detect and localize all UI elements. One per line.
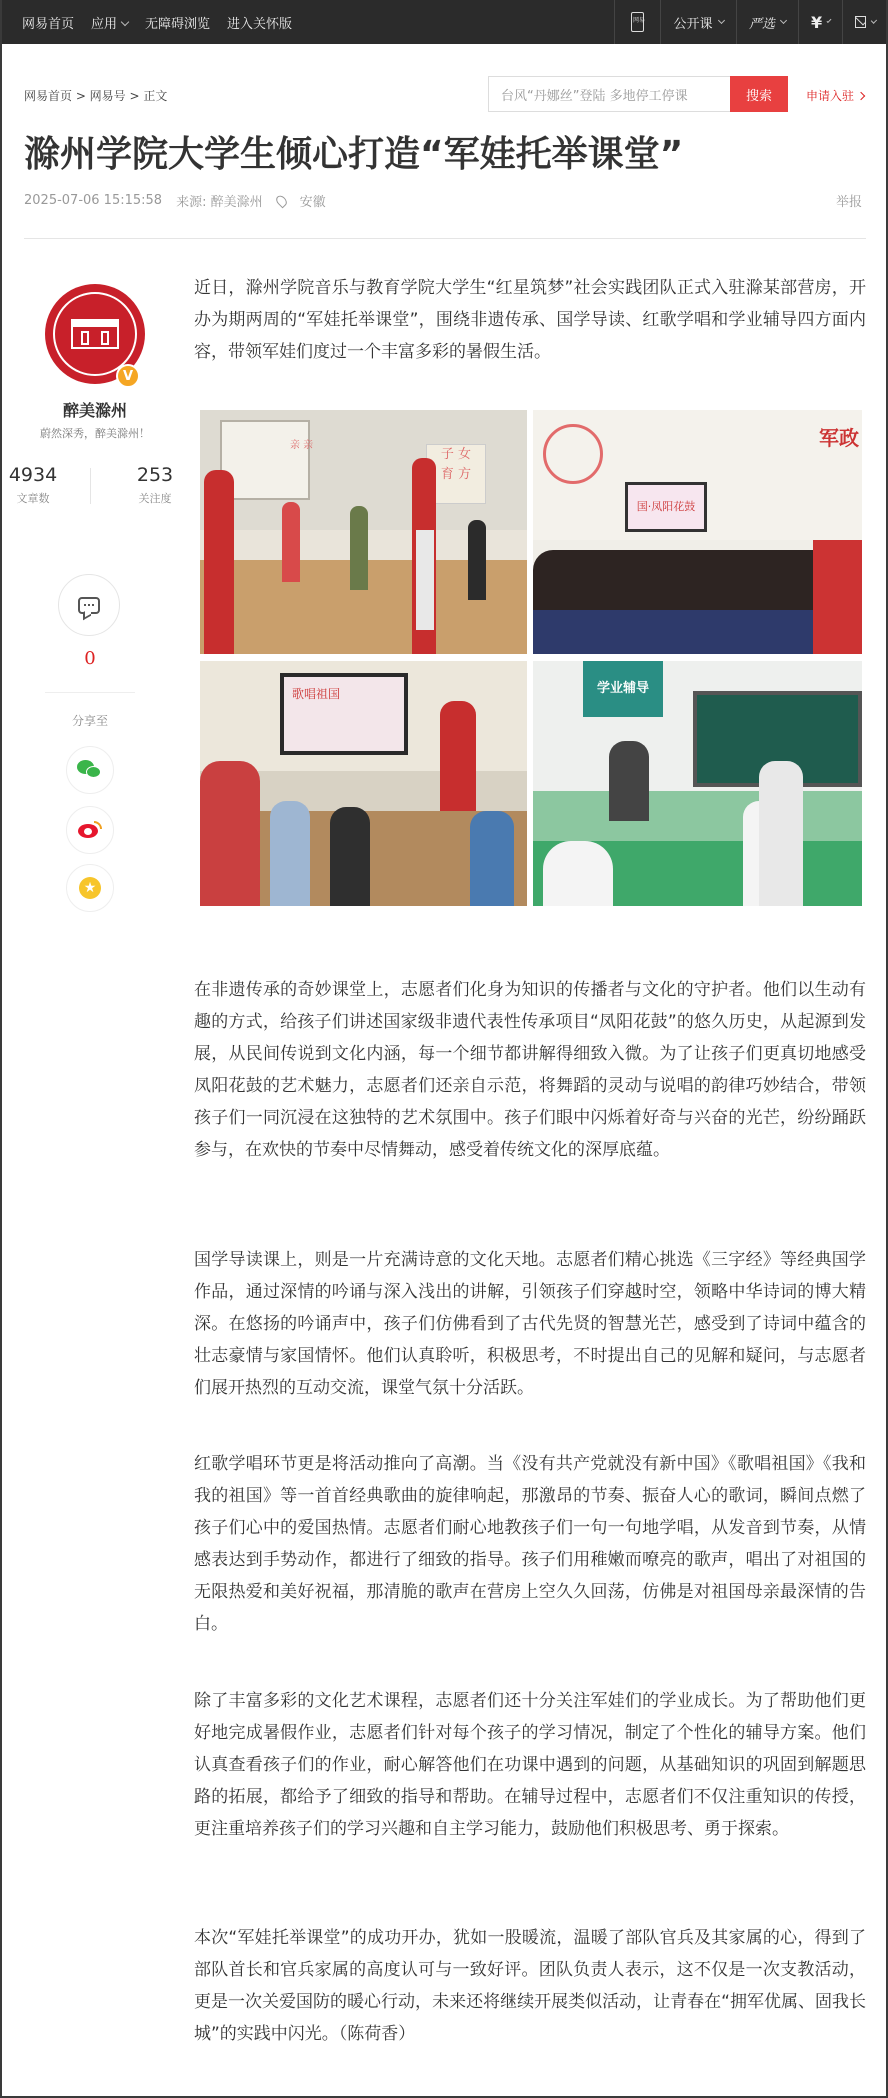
apply-join-label: 申请入驻 xyxy=(806,89,855,103)
classroom-screen-text: 歌唱祖国 xyxy=(280,673,408,755)
top-right-links xyxy=(614,0,888,44)
chevron-right-icon xyxy=(857,92,865,100)
pay-dropdown[interactable] xyxy=(798,0,842,44)
author-name[interactable]: 醉美滁州 xyxy=(62,401,127,420)
share-label: 分享至 xyxy=(71,714,108,728)
app-label: 网易 xyxy=(633,17,646,24)
link-netease-home[interactable]: 网易首页 xyxy=(22,16,75,32)
wechat-icon xyxy=(77,760,103,780)
share-weibo-button[interactable] xyxy=(66,806,114,854)
app-download-button[interactable] xyxy=(614,0,660,44)
photo-dance-class[interactable] xyxy=(200,410,527,654)
stat-articles xyxy=(0,464,68,506)
articles-count: 4934 xyxy=(8,464,58,486)
verified-badge-icon: V xyxy=(116,364,140,388)
yanxuan-label: 严选 xyxy=(749,16,776,32)
comment-icon xyxy=(78,597,100,614)
followers-count: 253 xyxy=(136,464,174,486)
photo-collage xyxy=(200,410,862,906)
article-location xyxy=(277,191,340,210)
share-wechat-button[interactable] xyxy=(66,746,114,794)
article-paragraph: 除了丰富多彩的文化艺术课程，志愿者们还十分关注军娃们的学业成长。为了帮助他们更好地完成暑假作业，志愿者们针对每个孩子的学习情况，制定了个性化的辅导方案。他们认真查看孩子们的作业，耐心解答他们在功课中遇到的问题，从基础知识的巩固到解题思路的拓展，都给予了细致的指导和帮助。在辅导过程中，志愿者们不仅注重知识的传授，更注重培养孩子们的学习兴趣和自主学习能力，鼓励他们积极思考、勇于探索。 xyxy=(194,1691,866,1839)
phone-icon xyxy=(631,12,644,32)
chevron-down-icon xyxy=(827,18,832,23)
article-source[interactable]: 来源: 醉美滁州 xyxy=(176,195,263,210)
stat-divider xyxy=(90,468,91,504)
article-paragraph: 本次“军娃托举课堂”的成功开办，犹如一股暖流，温暖了部队官兵及其家属的心，得到了部队首长和官兵家属的高度认可与一致好评。团队负责人表示，这不仅是一次支教活动，更是一次关爱国防的暖心行动，未来还将继续开展类似活动，让青春在“拥军优属、固我长城”的实践中闪光。（陈荷香） xyxy=(194,1928,866,2044)
article-paragraph: 在非遗传承的奇妙课堂上，志愿者们化身为知识的传播者与文化的守护者。他们以生动有趣的方式，给孩子们讲述国家级非遗代表性传承项目“凤阳花鼓”的悠久历史，从起源到发展，从民间传说到文化内涵，每一个细节都讲解得细致入微。为了让孩子们更真切地感受凤阳花鼓的艺术魅力，志愿者们还亲自示范，将舞蹈的灵动与说唱的韵律巧妙结合，带领孩子们一同沉浸在这独特的艺术氛围中。孩子们眼中闪烁着好奇与兴奋的光芒，纷纷踊跃参与，在欢快的节奏中尽情舞动，感受着传统文化的深厚底蕴。 xyxy=(194,980,866,1160)
search-box xyxy=(488,76,788,112)
star-icon: ★ xyxy=(79,877,101,899)
author-motto: 蔚然深秀，醉美滁州！ xyxy=(40,427,150,440)
board-text: 学业辅导 xyxy=(583,661,663,717)
search-button[interactable]: 搜索 xyxy=(730,76,788,112)
photo-red-song-class[interactable] xyxy=(200,661,527,906)
open-class-label: 公开课 xyxy=(673,16,713,32)
article-meta xyxy=(24,191,354,210)
article-paragraph: 国学导读课上，则是一片充满诗意的文化天地。志愿者们精心挑选《三字经》等经典国学作品，通过深情的吟诵与深入浅出的讲解，引领孩子们穿越时空，领略中华诗词的博大精深。在悠扬的吟诵声中，孩子们仿佛看到了古代先贤的智慧光芒，感受到了诗词中蕴含的壮志豪情与家国情怀。他们认真聆听，积极思考，不时提出自己的见解和疑问，与志愿者们展开热烈的互动交流，课堂气氛十分活跃。 xyxy=(194,1250,866,1398)
classroom-screen-text: 国·凤阳花鼓 xyxy=(625,482,707,532)
publish-datetime: 2025-07-06 15:15:58 xyxy=(24,193,163,208)
chevron-down-icon xyxy=(780,16,787,23)
article-paragraph: 红歌学唱环节更是将活动推向了高潮。当《没有共产党就没有新中国》《歌唱祖国》《我和我的祖国》等一首首经典歌曲的旋律响起，那激昂的节奏、振奋人心的歌词，瞬间点燃了孩子们心中的爱国热情。志愿者们耐心地教孩子们一句一句地学唱，从发音到节奏，从情感表达到手势动作，都进行了细致的指导。孩子们用稚嫩而嘹亮的歌声，唱出了对祖国的无限热爱和美好祝福，那清脆的歌声在营房上空久久回荡，仿佛是对祖国母亲最深情的告白。 xyxy=(194,1454,866,1634)
mail-dropdown[interactable] xyxy=(842,0,888,44)
apply-join-link[interactable] xyxy=(806,87,864,104)
location-pin-icon xyxy=(274,193,289,208)
breadcrumb[interactable]: 网易首页 > 网易号 > 正文 xyxy=(24,89,168,103)
yanxuan-dropdown[interactable] xyxy=(736,0,798,44)
link-apps-dropdown[interactable]: 应用 xyxy=(91,13,128,32)
open-class-dropdown[interactable] xyxy=(660,0,736,44)
banner-text: 子 女 育 方 xyxy=(426,444,486,504)
article-title: 滁州学院大学生倾心打造“军娃托举课堂” xyxy=(24,134,684,175)
sidebar-divider xyxy=(45,692,135,693)
report-link[interactable]: 举报 xyxy=(836,195,863,210)
share-favorite-button[interactable] xyxy=(66,864,114,912)
location-label: 安徽 xyxy=(299,195,326,210)
chevron-down-icon xyxy=(717,16,724,23)
wall-text: 军政 xyxy=(819,426,859,450)
followers-label: 关注度 xyxy=(138,492,172,505)
photo-fengyang-lecture[interactable] xyxy=(533,410,862,654)
top-navigation-bar xyxy=(0,0,888,44)
link-accessibility[interactable]: 无障碍浏览 xyxy=(145,16,211,32)
photo-tutoring[interactable] xyxy=(533,661,862,906)
search-input[interactable]: 台风“丹娜丝”登陆 多地停工停课 xyxy=(488,76,730,112)
banner-text: 亲 亲 xyxy=(290,440,314,451)
mail-icon xyxy=(855,16,866,28)
building-logo-icon xyxy=(71,319,119,349)
articles-label: 文章数 xyxy=(16,492,50,505)
link-care-mode[interactable]: 进入关怀版 xyxy=(227,16,293,32)
article-paragraph: 近日，滁州学院音乐与教育学院大学生“红星筑梦”社会实践团队正式入驻滁某部营房，开办为期两周的“军娃托举课堂”，围绕非遗传承、国学导读、红歌学唱和学业辅导四方面内容，带领军娃们度过一个丰富多彩的暑假生活。 xyxy=(194,278,866,362)
comment-button[interactable] xyxy=(58,574,120,636)
chevron-down-icon xyxy=(871,17,877,23)
stat-followers xyxy=(120,464,190,506)
yuan-icon: ¥ xyxy=(811,12,823,32)
top-left-links xyxy=(22,0,309,44)
divider xyxy=(24,238,866,239)
weibo-icon xyxy=(78,821,102,839)
comment-count: 0 xyxy=(84,648,96,669)
